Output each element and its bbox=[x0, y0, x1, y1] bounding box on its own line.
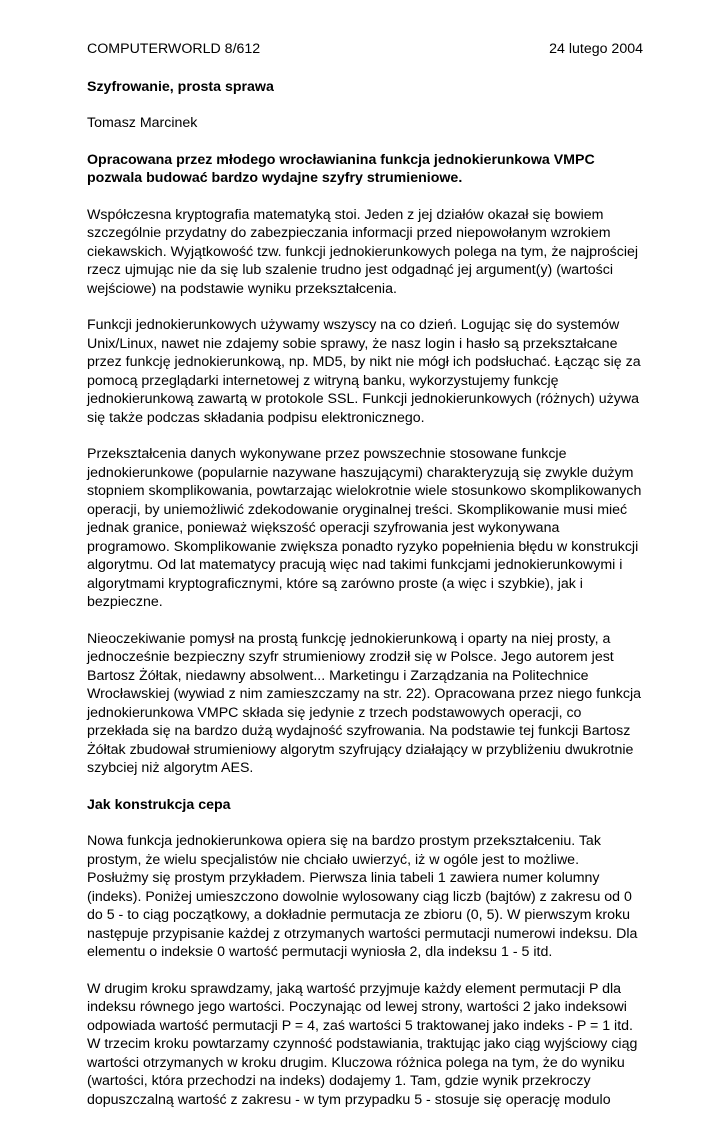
paragraph: Nowa funkcja jednokierunkowa opiera się na bardzo prostym przekształceniu. Tak prostym, że wielu specjalistów nie chciało uwierzyć, iż w ogóle jest to możliwe. Posłużmy się prostym przykładem. Pierwsza linia tabeli 1 zawiera numer kolumny (indeks). Poniżej umieszczono dowolnie wylosowany ciąg liczb (bajtów) z zakresu od 0 do 5 - to ciąg początkowy, a dokładnie permutacja ze zbioru (0, 5). W pierwszym kroku następuje przypisanie każdej z otrzymanych wartości permutacji numerowi indeksu. Dla elementu o indeksie 0 wartość permutacji wyniosła 2, dla indeksu 1 - 5 itd. bbox=[87, 833, 638, 960]
paragraph: Przekształcenia danych wykonywane przez powszechnie stosowane funkcje jednokierunkowe (popularnie nazywane haszującymi) charakteryzują się zwykle dużym stopniem skomplikowania, powtarzając wielokrotnie wiele stosunkowo skomplikowanych operacji, by uniemożliwić zdekodowanie oryginalnej treści. Skomplikowanie musi mieć jednak granice, ponieważ większość operacji szyfrowania jest wykonywana programowo. Skomplikowanie zwiększa ponadto ryzyko popełnienia błędu w konstrukcji algorytmu. Od lat matematycy pracują więc nad takimi funkcjami jednokierunkowymi i algorytmami kryptograficznymi, które są zarówno proste (a więc i szybkie), jak i bezpieczne. bbox=[87, 446, 642, 610]
section-heading: Jak konstrukcja cepa bbox=[87, 796, 231, 813]
paragraph: Współczesna kryptografia matematyką stoi. Jeden z jej działów okazał się bowiem szczególnie przydatny do zabezpieczania informacji przed niepowołanym wzrokiem ciekawskich. Wyjątkowość tzw. funkcji jednokierunkowych polega na tym, że najprościej rzecz ujmując nie da się lub szalenie trudno jest odgadnąć jej argument(y) (wartości wejściowe) na podstawie wyniku przekształcenia. bbox=[87, 206, 639, 297]
page-content bbox=[87, 40, 643, 1127]
paragraph: Nieoczekiwanie pomysł na prostą funkcję jednokierunkową i oparty na niej prosty, a jednocześnie bezpieczny szyfr strumieniowy zrodził się w Polsce. Jego autorem jest Bartosz Żółtak, niedawny absolwent... Marketingu i Zarządzania na Politechnice Wrocławskiej (wywiad z nim zamieszczamy na str. 22). Opracowana przez niego funkcja jednokierunkowa VMPC składa się jedynie z trzech podstawowych operacji, co przekłada się na bardzo dużą wydajność szyfrowania. Na podstawie tej funkcji Bartosz Żółtak zbudował strumieniowy algorytm szyfrujący działający w przybliżeniu dwukrotnie szybciej niż algorytm AES. bbox=[87, 630, 642, 776]
publication-name: COMPUTERWORLD 8/612 bbox=[87, 41, 261, 57]
paragraph: Funkcji jednokierunkowych używamy wszyscy na co dzień. Logując się do systemów Unix/Linux, nawet nie zdajemy sobie sprawy, że nasz login i hasło są przekształcane przez funkcję jednokierunkową, np. MD5, by nikt nie mógł ich podsłuchać. Łącząc się za pomocą przeglądarki internetowej z witryną banku, wykorzystujemy funkcję jednokierunkową zawartą w protokole SSL. Funkcji jednokierunkowych (różnych) używa się także podczas składania podpisu elektronicznego. bbox=[87, 317, 641, 426]
running-header bbox=[87, 40, 643, 59]
article-author: Tomasz Marcinek bbox=[87, 115, 198, 131]
article-lead: Opracowana przez młodego wrocławianina funkcja jednokierunkowa VMPC pozwala budować bardzo wydajne szyfry strumieniowe. bbox=[87, 151, 595, 186]
paragraph: W drugim kroku sprawdzamy, jaką wartość przyjmuje każdy element permutacji P dla indeksu równego jego wartości. Poczynając od lewej strony, wartości 2 jako indeksowi odpowiada wartość permutacji P = 4, zaś wartości 5 traktowanej jako indeks - P = 1 itd. W trzecim kroku powtarzamy czynność podstawiania, traktując jako ciąg wyjściowy ciąg wartości otrzymanych w kroku drugim. Kluczowa różnica polega na tym, że do wyniku (wartości, która przechodzi na indeks) dodajemy 1. Tam, gdzie wynik przekroczy dopuszczalną wartość z zakresu - w tym przypadku 5 - stosuje się operację modulo bbox=[87, 980, 638, 1108]
article-title: Szyfrowanie, prosta sprawa bbox=[87, 78, 274, 95]
publication-date: 24 lutego 2004 bbox=[549, 41, 643, 57]
